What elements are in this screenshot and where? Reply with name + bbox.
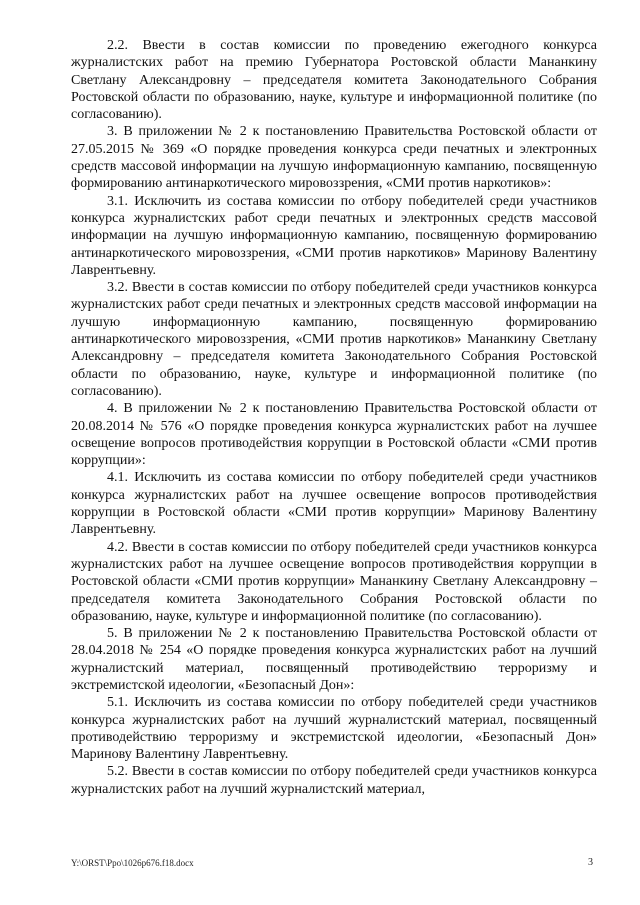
paragraph-3: 3. В приложении № 2 к постановлению Правительства Ростовской области от 27.05.2015 № 369 «О порядке проведения конкурса среди печатных и электронных средств массовой информации на лучшую информационную кампанию, посвященную формированию антинаркотического мировоззрения, «СМИ против наркотиков»: — [71, 124, 597, 192]
paragraph-4-2: 4.2. Ввести в состав комиссии по отбору победителей среди участников конкурса журналистских работ на лучшее освещение вопросов противодействия коррупции в Ростовской области «СМИ против коррупции» Мананкину Светлану Александровну – председателя комитета Законодательного Собрания Ростовской области по образованию, науке, культуре и информационной политике (по согласованию). — [71, 539, 597, 624]
paragraph-5: 5. В приложении № 2 к постановлению Правительства Ростовской области от 28.04.2018 № 254 «О порядке проведения конкурса журналистских работ на лучший журналистский материал, посвященный противодействию терроризму и экстремистской идеологии, «Безопасный Дон»: — [71, 626, 597, 693]
paragraph-4-1: 4.1. Исключить из состава комиссии по отбору победителей среди участников конкурса журналистских работ на лучшее освещение вопросов противодействия коррупции в Ростовской области «СМИ против коррупции» Маринову Валентину Лаврентьевну. — [71, 470, 597, 538]
paragraph-3-1: 3.1. Исключить из состава комиссии по отбору победителей среди участников конкурса журналистских работ среди печатных и электронных средств массовой информации на лучшую информационную кампанию, посвященную формированию антинаркотического мировоззрения, «СМИ против наркотиков» Маринову Валентину Лаврентьевну. — [71, 193, 597, 278]
document-body — [71, 37, 597, 798]
paragraph-2-2: 2.2. Ввести в состав комиссии по проведению ежегодного конкурса журналистских работ на премию Губернатора Ростовской области Мананкину Светлану Александровну – председателя комитета Законодательного Собрания Ростовской области по образованию, науке, культуре и информационной политике (по согласованию). — [71, 38, 597, 123]
paragraph-3-2: 3.2. Ввести в состав комиссии по отбору победителей среди участников конкурса журналистских работ среди печатных и электронных средств массовой информации на лучшую информационную кампанию, посвященную формированию антинаркотического мировоззрения, «СМИ против наркотиков» Мананкину Светлану Александровну – председателя комитета Законодательного Собрания Ростовской области по образованию, науке, культуре и информационной политике (по согласованию). — [71, 280, 597, 399]
paragraph-5-2: 5.2. Ввести в состав комиссии по отбору победителей среди участников конкурса журналистских работ на лучший журналистский материал, — [71, 764, 597, 797]
paragraph-5-1: 5.1. Исключить из состава комиссии по отбору победителей среди участников конкурса журналистских работ на лучший журналистский материал, посвященный противодействию терроризму и экстремистской идеологии, «Безопасный Дон» Маринову Валентину Лаврентьевну. — [71, 695, 597, 763]
page-number: 3 — [588, 857, 593, 868]
footer-file-path: Y:\ORST\Ppo\1026p676.f18.docx — [71, 858, 194, 868]
paragraph-4: 4. В приложении № 2 к постановлению Правительства Ростовской области от 20.08.2014 № 576 «О порядке проведения конкурса журналистских работ на лучшее освещение вопросов противодействия коррупции в Ростовской области «СМИ против коррупции»: — [71, 401, 597, 469]
